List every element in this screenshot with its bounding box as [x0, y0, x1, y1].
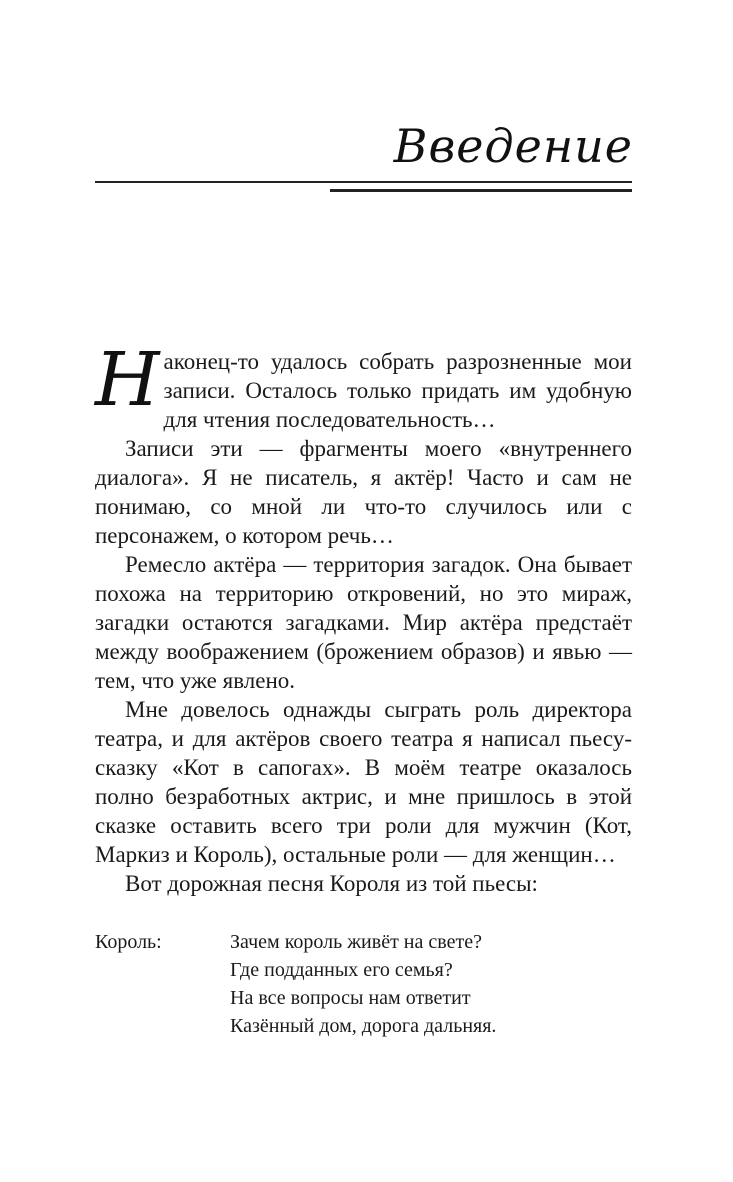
verse-line: На все вопросы нам ответит: [230, 987, 471, 1009]
title-rule-thin: [95, 181, 632, 183]
body-text: [95, 337, 632, 898]
paragraph-2: Записи эти — фрагменты моего «внутреннего диалога». Я не писатель, я актёр! Часто и сам не понимаю, со мной ли что-то случилось или с персонажем, о котором речь…: [95, 436, 632, 548]
verse-line: Зачем король живёт на свете?: [230, 931, 482, 953]
paragraph-5: Вот дорожная песня Короля из той пьесы:: [125, 871, 538, 896]
title-rule-thick: [330, 189, 632, 192]
paragraph-1-text: аконец-то удалось собрать разрозненные мои записи. Осталось только придать им удобную для чтения последовательность…: [163, 349, 632, 432]
verse-line: Где подданных его семья?: [230, 959, 453, 981]
song-speaker: Король:: [95, 931, 162, 953]
song-verse: [230, 928, 496, 1040]
drop-cap: Н: [95, 337, 160, 423]
paragraph-1: [95, 337, 632, 434]
paragraph-3: Ремесло актёра — территория загадок. Она бывает похожа на территорию откровений, но это мираж, загадки остаются загадками. Мир актёра предстаёт между воображением (брожением образов) и явью — тем, что уже явлено.: [95, 552, 632, 693]
paragraph-4: Мне довелось однажды сыграть роль директора театра, и для актёров своего театра я написал пьесу-сказку «Кот в сапогах». В моём театре оказалось полно безработных актрис, и мне пришлось в этой сказке оставить всего три роли для мужчин (Кот, Маркиз и Король), остальные роли — для женщин…: [95, 697, 632, 867]
chapter-title: Введение: [393, 119, 633, 173]
verse-line: Казённый дом, дорога дальняя.: [230, 1015, 497, 1037]
